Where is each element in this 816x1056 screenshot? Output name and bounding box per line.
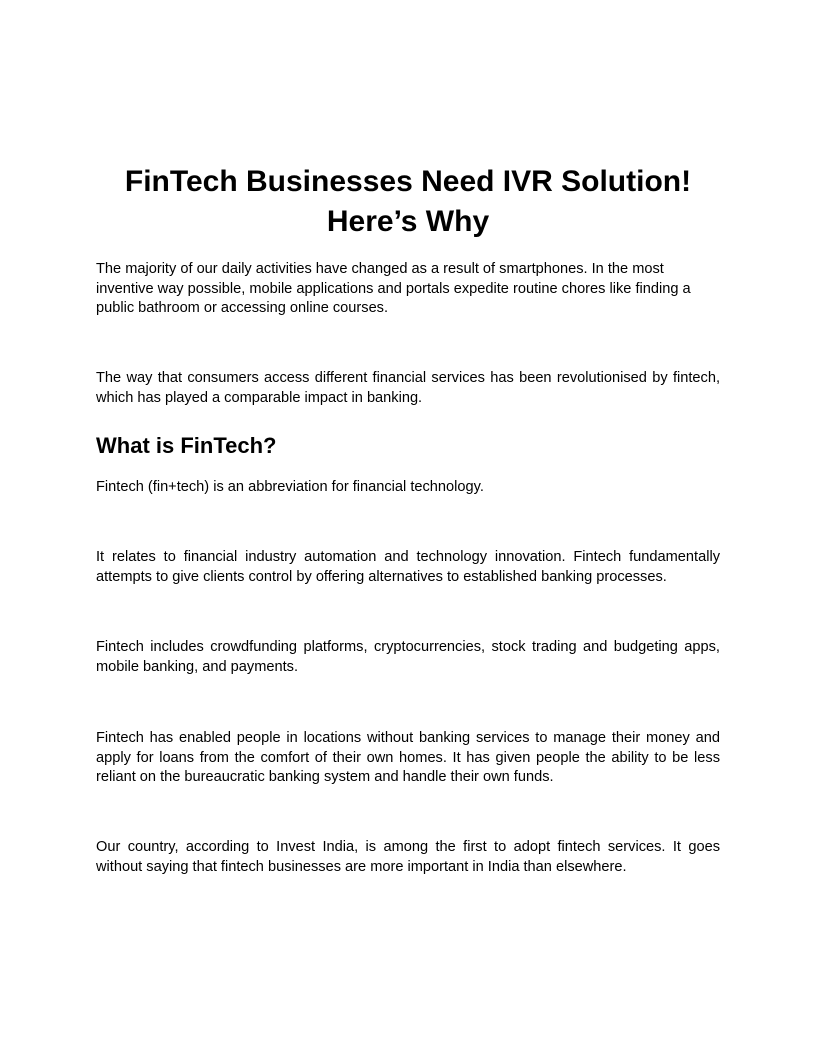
section-heading: What is FinTech? [96,433,277,458]
intro-paragraph-2: The way that consumers access different financial services has been revolutionised by fintech, which has played a comparable impact in banking. [96,370,720,406]
body-paragraph-2: It relates to financial industry automation and technology innovation. Fintech fundamentally attempts to give clients control by offering alternatives to established banking processes. [96,549,720,585]
body-paragraph-3: Fintech includes crowdfunding platforms, cryptocurrencies, stock trading and budgeting apps, mobile banking, and payments. [96,639,720,675]
body-paragraph-5: Our country, according to Invest India, is among the first to adopt fintech services. It goes without saying that fintech businesses are more important in India than elsewhere. [96,839,720,875]
body-paragraph-4: Fintech has enabled people in locations without banking services to manage their money and apply for loans from the comfort of their own homes. It has given people the ability to be less reliant on the bureaucratic banking system and handle their own funds. [96,730,720,785]
title-line-1: FinTech Businesses Need IVR Solution! [124,165,692,198]
title-line-2: Here’s Why [326,205,490,238]
body-paragraph-1: Fintech (fin+tech) is an abbreviation for financial technology. [96,479,484,495]
intro-paragraph-1: The majority of our daily activities have changed as a result of smartphones. In the most inventive way possible, mobile applications and portals expedite routine chores like finding a public bathroom or accessing online courses. [96,261,691,316]
document-title [96,162,720,242]
